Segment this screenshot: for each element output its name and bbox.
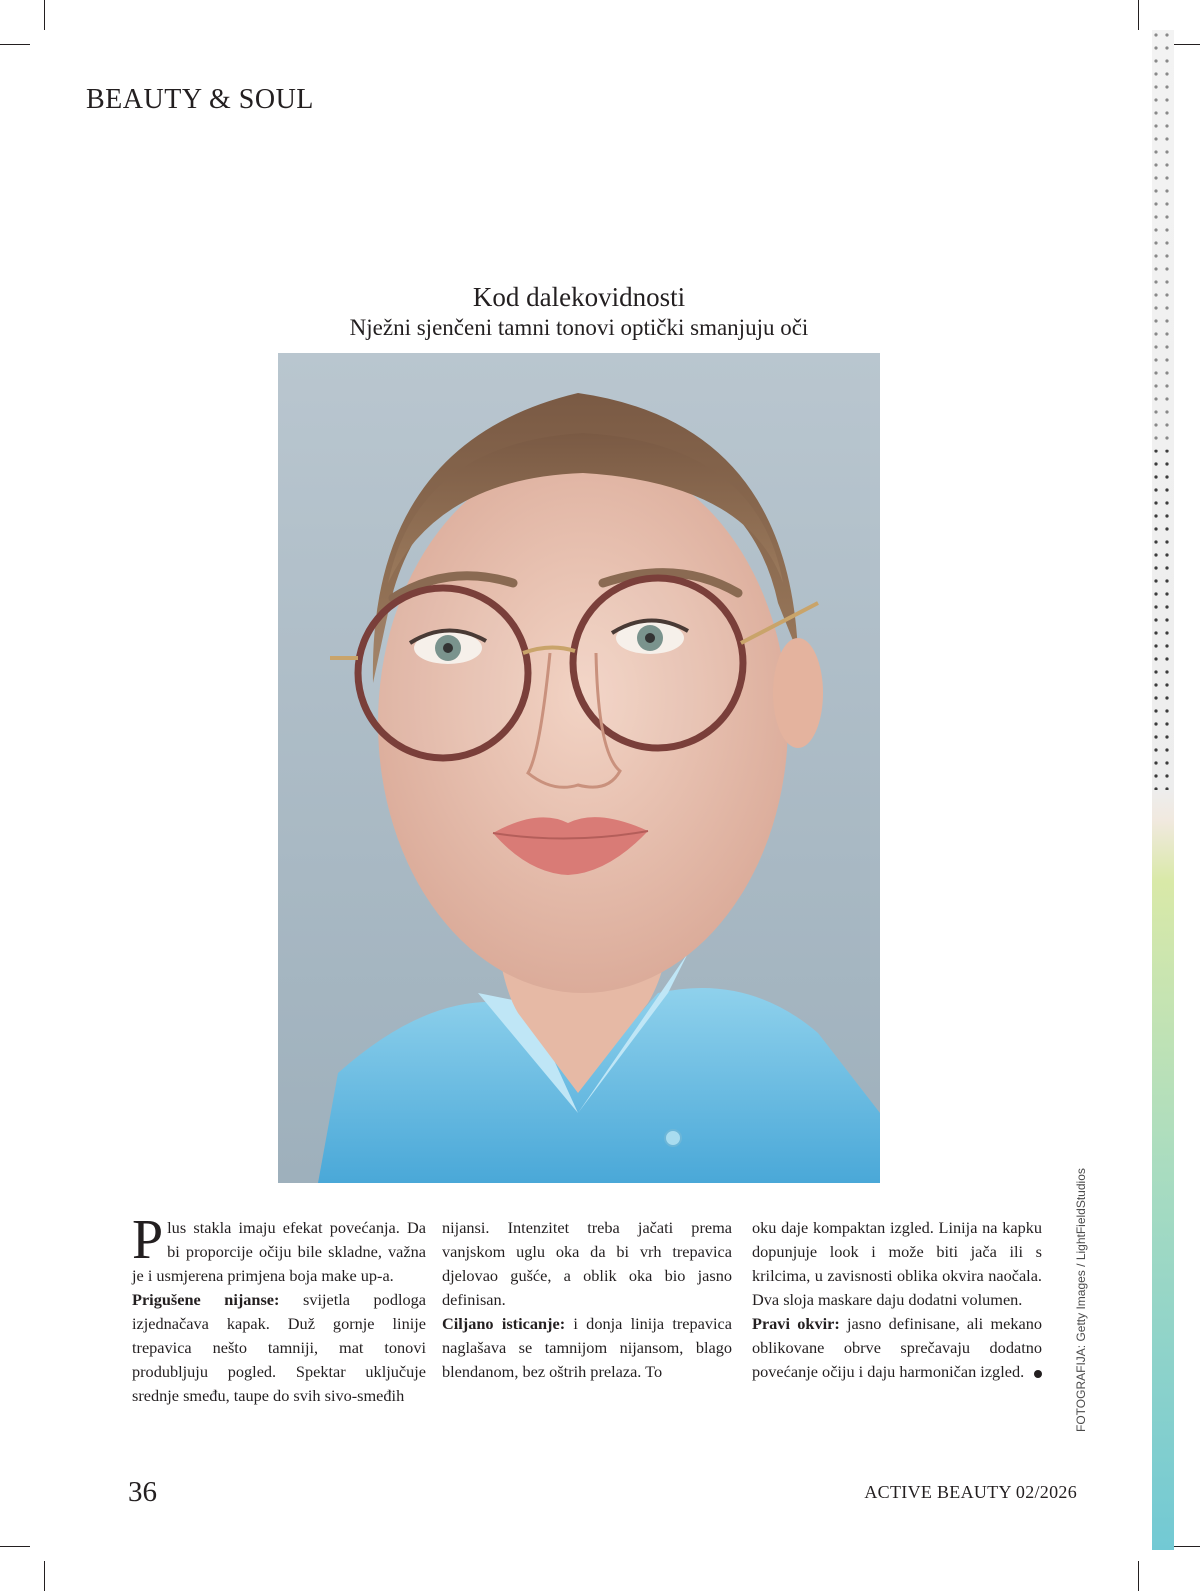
photo-credit: FOTOGRAFIJA: Getty Images / LightFieldStudios — [1074, 1168, 1088, 1432]
crop-mark — [0, 44, 30, 45]
dropcap: P — [132, 1209, 164, 1271]
page-edge-strip — [1152, 30, 1174, 1550]
end-mark-icon — [1034, 1370, 1042, 1378]
portrait-illustration — [278, 353, 880, 1183]
body-column-2 — [442, 1216, 732, 1384]
prigusene-text-part: svijetla podloga izjednačava kapak. Duž gornje linije trepavica nešto tamniji, mat tonovi produbljuju pogled. Spektar uključuje srednje smeđu, taupe do svih sivo-smeđih — [132, 1290, 426, 1405]
article-photo — [278, 353, 880, 1183]
pravi-okvir-label: Pravi okvir: — [752, 1314, 840, 1333]
prigusene-label: Prigušene nijanse: — [132, 1290, 280, 1309]
article-heading — [278, 282, 880, 344]
section-label: BEAUTY & SOUL — [86, 84, 314, 115]
ciljano-text-part: oku daje kompaktan izgled. Linija na kapku dopunjuje look i može biti jača ili s krilcima, u zavisnosti oblika okvira naočala. Dva sloja maskare daju dodatni volumen. — [752, 1218, 1042, 1309]
ciljano-text-part: i donja linija trepavica naglašava se tamnijom nijansom, blago blendanom, bez oštrih prelaza. To — [442, 1314, 732, 1381]
crop-mark — [1170, 1546, 1200, 1547]
crop-mark — [1138, 1561, 1139, 1591]
crop-mark — [44, 0, 45, 30]
article-title: Kod dalekovidnosti — [472, 282, 686, 312]
magazine-issue: ACTIVE BEAUTY 02/2026 — [864, 1482, 1077, 1502]
prigusene-text-part: nijansi. Intenzitet treba jačati prema vanjskom uglu oka da bi vrh trepavica djelovao gušće, a oblik oka bio jasno definisan. — [442, 1218, 732, 1309]
body-column-1 — [132, 1209, 426, 1408]
article-subtitle: Nježni sjenčeni tamni tonovi optički smanjuju oči — [349, 315, 809, 340]
body-column-3 — [752, 1216, 1042, 1384]
page-number: 36 — [128, 1476, 157, 1508]
ciljano-label: Ciljano isticanje: — [442, 1314, 566, 1333]
pravi-okvir-text: jasno definisane, ali mekano oblikovane obrve sprečavaju dodatno povećanje očiju i daju harmoničan izgled. — [752, 1314, 1043, 1381]
crop-mark — [1138, 0, 1139, 30]
intro-paragraph: lus stakla imaju efekat povećanja. Da bi proporcije očiju bile skladne, važna je i usmjerena primjena boja make up-a. — [132, 1218, 426, 1285]
crop-mark — [44, 1561, 45, 1591]
crop-mark — [0, 1546, 30, 1547]
crop-mark — [1170, 44, 1200, 45]
